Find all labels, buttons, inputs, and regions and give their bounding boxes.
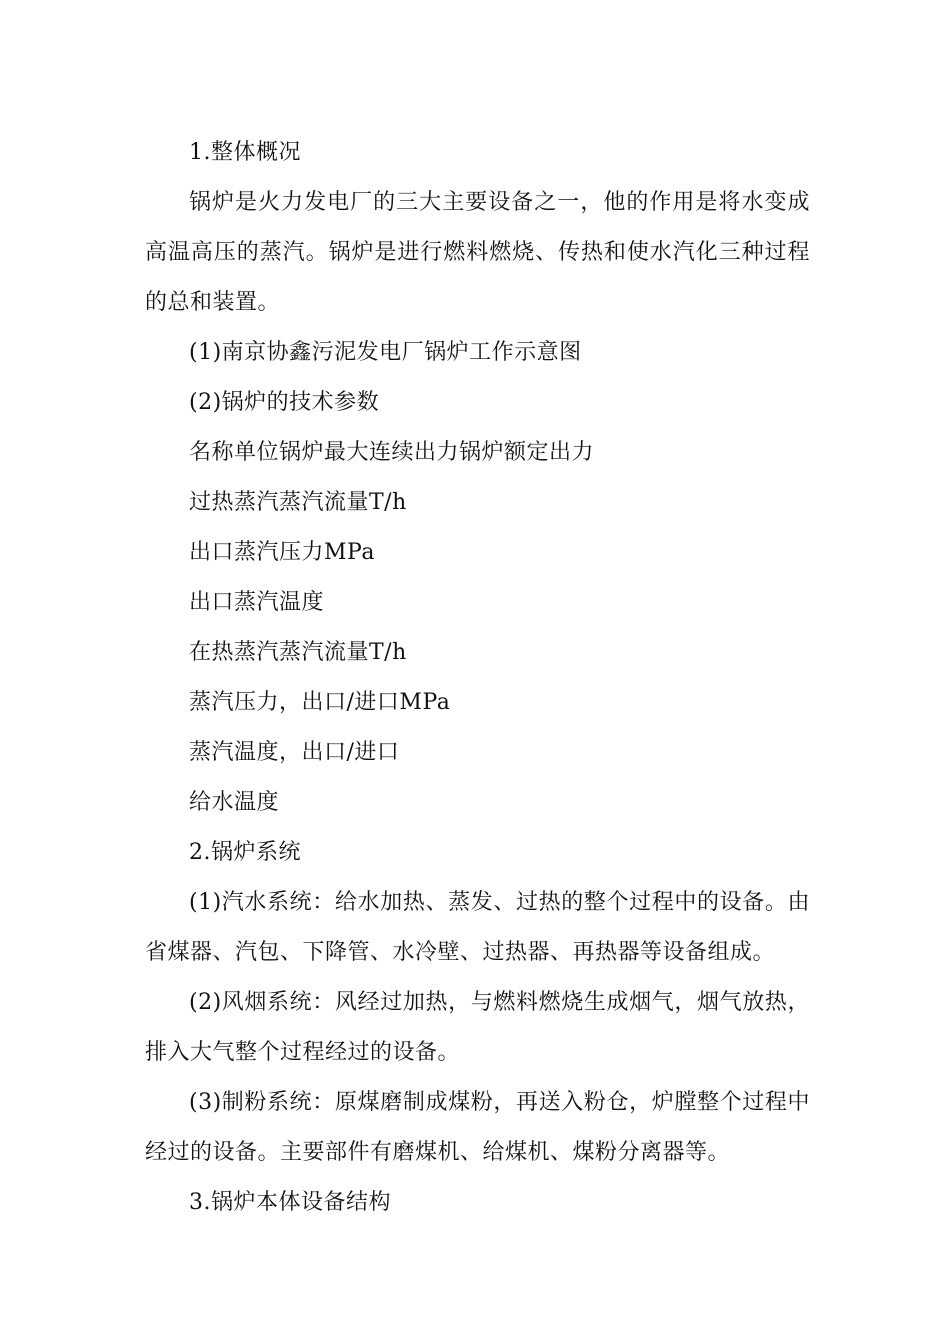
document-body (145, 128, 810, 1228)
param-line-feedwater-temperature: 给水温度 (189, 790, 280, 815)
paragraph-boiler-intro: 锅炉是火力发电厂的三大主要设备之一，他的作用是将水变成高温高压的蒸汽。锅炉是进行燃料燃烧、传热和使水汽化三种过程的总和装置。 (145, 190, 810, 315)
param-line-steam-temperature: 蒸汽温度，出口/进口 (189, 740, 400, 765)
param-line-steam-pressure: 蒸汽压力，出口/进口MPa (189, 690, 451, 715)
param-line-reheat-flow: 在热蒸汽蒸汽流量T/h (189, 640, 407, 665)
param-header-line: 名称单位锅炉最大连续出力锅炉额定出力 (189, 440, 595, 465)
paragraph-steam-water-system: (1)汽水系统：给水加热、蒸发、过热的整个过程中的设备。由省煤器、汽包、下降管、水冷壁、过热器、再热器等设备组成。 (145, 890, 810, 965)
section-heading-boiler-structure: 3.锅炉本体设备结构 (189, 1190, 391, 1215)
paragraph-air-flue-system: (2)风烟系统：风经过加热，与燃料燃烧生成烟气，烟气放热，排入大气整个过程经过的设备。 (145, 990, 810, 1065)
list-item-diagram: (1)南京协鑫污泥发电厂锅炉工作示意图 (189, 340, 582, 365)
paragraph-pulverizing-system: (3)制粉系统：原煤磨制成煤粉，再送入粉仓，炉膛整个过程中经过的设备。主要部件有磨煤机、给煤机、煤粉分离器等。 (145, 1090, 810, 1165)
param-line-outlet-temperature: 出口蒸汽温度 (189, 590, 325, 615)
list-item-tech-params: (2)锅炉的技术参数 (189, 390, 380, 415)
param-line-outlet-pressure: 出口蒸汽压力MPa (189, 540, 375, 565)
param-line-superheated-flow: 过热蒸汽蒸汽流量T/h (189, 490, 407, 515)
section-heading-overview: 1.整体概况 (189, 140, 301, 165)
section-heading-boiler-system: 2.锅炉系统 (189, 840, 301, 865)
